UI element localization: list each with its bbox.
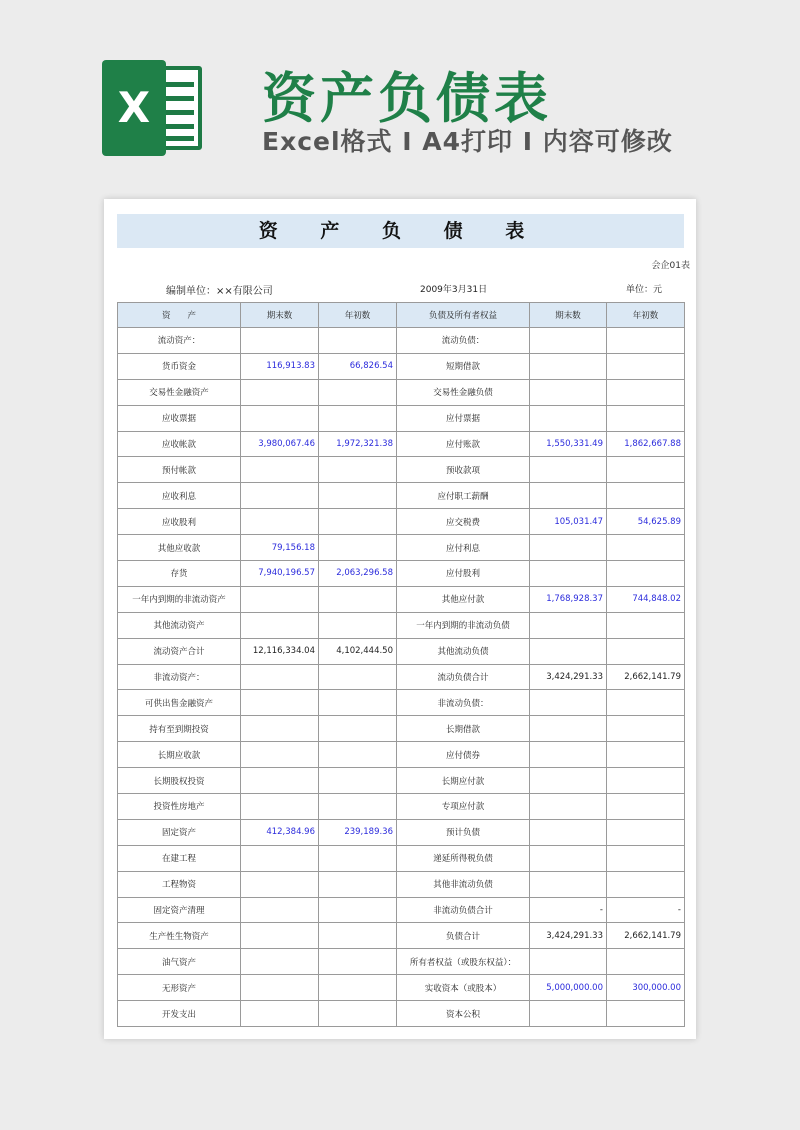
liability-name[interactable]: 一年内到期的非流动负债 [397,612,530,638]
liability-begin-value[interactable] [607,353,685,379]
liability-begin-value[interactable] [607,483,685,509]
asset-name[interactable]: 投资性房地产 [118,794,241,820]
asset-name[interactable]: 长期应收款 [118,742,241,768]
liability-begin-value[interactable] [607,871,685,897]
asset-begin-value[interactable] [319,768,397,794]
liability-end-value[interactable] [530,535,607,561]
reporting-unit: 编制单位：××有限公司 [166,286,273,297]
asset-name[interactable]: 非流动资产： [118,664,241,690]
liability-name[interactable]: 交易性金融负债 [397,379,530,405]
asset-name[interactable]: 交易性金融资产 [118,379,241,405]
liability-end-value[interactable] [530,716,607,742]
liability-end-value[interactable] [530,1001,607,1027]
liability-name[interactable]: 预计负债 [397,819,530,845]
liability-end-value[interactable] [530,768,607,794]
asset-end-value[interactable] [241,768,319,794]
liability-end-value[interactable] [530,949,607,975]
asset-name[interactable]: 应收票据 [118,405,241,431]
liability-name[interactable]: 应付票据 [397,405,530,431]
liability-name[interactable]: 预收款项 [397,457,530,483]
banner-subtitle: Excel格式 I A4打印 I 内容可修改 [262,127,673,156]
liability-begin-value[interactable] [607,535,685,561]
header-liabilities-begin: 年初数 [607,303,685,328]
liability-end-value[interactable] [530,638,607,664]
table-row [118,535,685,561]
table-row [118,768,685,794]
asset-end-value[interactable] [241,612,319,638]
liability-end-value[interactable]: 3,424,291.33 [530,923,607,949]
asset-name[interactable]: 其他流动资产 [118,612,241,638]
asset-begin-value[interactable] [319,794,397,820]
table-row [118,819,685,845]
liability-end-value[interactable]: 1,768,928.37 [530,586,607,612]
liability-end-value[interactable] [530,845,607,871]
liability-end-value[interactable]: 105,031.47 [530,509,607,535]
asset-begin-value[interactable] [319,845,397,871]
report-date: 2009年3月31日 [420,285,488,295]
asset-name[interactable]: 货币资金 [118,353,241,379]
asset-end-value[interactable] [241,897,319,923]
asset-name[interactable]: 持有至到期投资 [118,716,241,742]
liability-name[interactable]: 流动负债： [397,328,530,354]
asset-begin-value[interactable]: 1,972,321.38 [319,431,397,457]
asset-begin-value[interactable] [319,923,397,949]
table-row [118,845,685,871]
asset-begin-value[interactable] [319,457,397,483]
asset-end-value[interactable]: 116,913.83 [241,353,319,379]
currency-unit: 单位：元 [626,285,663,295]
liability-end-value[interactable]: - [530,897,607,923]
liability-begin-value[interactable] [607,845,685,871]
asset-name[interactable]: 长期股权投资 [118,768,241,794]
asset-name[interactable]: 流动资产合计 [118,638,241,664]
asset-end-value[interactable] [241,871,319,897]
liability-name[interactable]: 负债合计 [397,923,530,949]
table-row [118,664,685,690]
asset-begin-value[interactable] [319,1001,397,1027]
asset-begin-value[interactable] [319,871,397,897]
liability-end-value[interactable] [530,405,607,431]
liability-end-value[interactable] [530,819,607,845]
liability-begin-value[interactable] [607,405,685,431]
balance-sheet-table [117,302,685,1027]
table-row [118,483,685,509]
liability-begin-value[interactable]: 2,662,141.79 [607,923,685,949]
liability-begin-value[interactable] [607,794,685,820]
liability-name[interactable]: 应交税费 [397,509,530,535]
asset-name[interactable]: 预付帐款 [118,457,241,483]
liability-end-value[interactable]: 1,550,331.49 [530,431,607,457]
asset-end-value[interactable] [241,742,319,768]
asset-end-value[interactable]: 3,980,067.46 [241,431,319,457]
table-row [118,871,685,897]
asset-begin-value[interactable] [319,612,397,638]
table-row [118,509,685,535]
liability-name[interactable]: 应付利息 [397,535,530,561]
table-row [118,431,685,457]
table-body [118,328,685,1027]
liability-begin-value[interactable] [607,612,685,638]
liability-name[interactable]: 其他应付款 [397,586,530,612]
banner-title: 资产负债表 [262,67,552,130]
asset-end-value[interactable] [241,664,319,690]
asset-name[interactable]: 在建工程 [118,845,241,871]
liability-begin-value[interactable] [607,457,685,483]
asset-begin-value[interactable]: 2,063,296.58 [319,561,397,587]
liability-name[interactable]: 流动负债合计 [397,664,530,690]
asset-end-value[interactable] [241,483,319,509]
table-row [118,949,685,975]
table-row [118,742,685,768]
asset-end-value[interactable] [241,975,319,1001]
table-row [118,457,685,483]
liability-begin-value[interactable] [607,1001,685,1027]
header-assets: 资 产 [118,303,241,328]
asset-name[interactable]: 一年内到期的非流动资产 [118,586,241,612]
asset-name[interactable]: 流动资产： [118,328,241,354]
liability-begin-value[interactable]: 1,862,667.88 [607,431,685,457]
asset-name[interactable]: 应收股利 [118,509,241,535]
table-row [118,794,685,820]
asset-begin-value[interactable] [319,328,397,354]
asset-begin-value[interactable] [319,897,397,923]
table-row [118,897,685,923]
liability-begin-value[interactable] [607,638,685,664]
liability-end-value[interactable] [530,742,607,768]
asset-begin-value[interactable]: 4,102,444.50 [319,638,397,664]
liability-name[interactable]: 应付债券 [397,742,530,768]
liability-end-value[interactable] [530,379,607,405]
asset-end-value[interactable] [241,845,319,871]
excel-logo-icon [102,60,202,156]
liability-end-value[interactable]: 5,000,000.00 [530,975,607,1001]
liability-end-value[interactable] [530,353,607,379]
asset-begin-value[interactable]: 239,189.36 [319,819,397,845]
asset-begin-value[interactable] [319,716,397,742]
liability-name[interactable]: 短期借款 [397,353,530,379]
liability-name[interactable]: 递延所得税负债 [397,845,530,871]
liability-begin-value[interactable] [607,561,685,587]
liability-begin-value[interactable]: - [607,897,685,923]
liability-begin-value[interactable]: 744,848.02 [607,586,685,612]
asset-end-value[interactable] [241,586,319,612]
header-liabilities-end: 期末数 [530,303,607,328]
excel-logo-letter: X [102,60,166,156]
liability-begin-value[interactable] [607,379,685,405]
header-assets-begin: 年初数 [319,303,397,328]
liability-end-value[interactable]: 3,424,291.33 [530,664,607,690]
asset-end-value[interactable] [241,379,319,405]
liability-begin-value[interactable] [607,716,685,742]
asset-name[interactable]: 固定资产 [118,819,241,845]
liability-end-value[interactable] [530,457,607,483]
asset-name[interactable]: 应收帐款 [118,431,241,457]
asset-end-value[interactable] [241,1001,319,1027]
table-row [118,716,685,742]
asset-name[interactable]: 固定资产清理 [118,897,241,923]
liability-end-value[interactable] [530,794,607,820]
liability-end-value[interactable] [530,328,607,354]
asset-begin-value[interactable] [319,405,397,431]
header-liabilities: 负债及所有者权益 [397,303,530,328]
asset-begin-value[interactable] [319,535,397,561]
liability-name[interactable]: 应付职工薪酬 [397,483,530,509]
liability-end-value[interactable] [530,483,607,509]
liability-name[interactable]: 应付账款 [397,431,530,457]
liability-begin-value[interactable] [607,819,685,845]
liability-name[interactable]: 资本公积 [397,1001,530,1027]
table-row [118,923,685,949]
asset-name[interactable]: 其他应收款 [118,535,241,561]
asset-begin-value[interactable] [319,690,397,716]
asset-begin-value[interactable] [319,483,397,509]
table-row [118,638,685,664]
liability-name[interactable]: 专项应付款 [397,794,530,820]
liability-name[interactable]: 非流动负债合计 [397,897,530,923]
asset-begin-value[interactable] [319,586,397,612]
liability-begin-value[interactable] [607,768,685,794]
liability-name[interactable]: 应付股利 [397,561,530,587]
liability-begin-value[interactable] [607,328,685,354]
liability-name[interactable]: 长期借款 [397,716,530,742]
asset-end-value[interactable] [241,457,319,483]
asset-begin-value[interactable] [319,975,397,1001]
asset-end-value[interactable] [241,405,319,431]
form-number: 会企01表 [651,261,690,271]
liability-name[interactable]: 非流动负债： [397,690,530,716]
asset-begin-value[interactable]: 66,826.54 [319,353,397,379]
asset-begin-value[interactable] [319,664,397,690]
asset-end-value[interactable] [241,716,319,742]
banner [0,0,800,195]
sheet-title: 资 产 负 债 表 [117,214,684,248]
asset-begin-value[interactable] [319,949,397,975]
asset-end-value[interactable] [241,690,319,716]
asset-end-value[interactable] [241,794,319,820]
liability-begin-value[interactable] [607,690,685,716]
liability-end-value[interactable] [530,690,607,716]
liability-end-value[interactable] [530,612,607,638]
table-row [118,612,685,638]
asset-end-value[interactable]: 79,156.18 [241,535,319,561]
liability-end-value[interactable] [530,871,607,897]
asset-end-value[interactable] [241,923,319,949]
table-row [118,975,685,1001]
header-assets-end: 期末数 [241,303,319,328]
table-row [118,328,685,354]
table-row [118,379,685,405]
asset-name[interactable]: 工程物资 [118,871,241,897]
asset-end-value[interactable] [241,949,319,975]
liability-name[interactable]: 长期应付款 [397,768,530,794]
asset-name[interactable]: 存货 [118,561,241,587]
asset-name[interactable]: 应收利息 [118,483,241,509]
table-row [118,353,685,379]
liability-begin-value[interactable] [607,742,685,768]
asset-name[interactable]: 无形资产 [118,975,241,1001]
asset-end-value[interactable] [241,509,319,535]
asset-end-value[interactable] [241,328,319,354]
asset-begin-value[interactable] [319,379,397,405]
liability-name[interactable]: 实收资本（或股本） [397,975,530,1001]
asset-name[interactable]: 油气资产 [118,949,241,975]
asset-end-value[interactable]: 7,940,196.57 [241,561,319,587]
liability-begin-value[interactable] [607,949,685,975]
table-row [118,405,685,431]
liability-begin-value[interactable]: 54,625.89 [607,509,685,535]
asset-name[interactable]: 可供出售金融资产 [118,690,241,716]
table-header-row [118,303,685,328]
liability-end-value[interactable] [530,561,607,587]
liability-name[interactable]: 其他流动负债 [397,638,530,664]
table-row [118,561,685,587]
table-row [118,586,685,612]
liability-begin-value[interactable]: 300,000.00 [607,975,685,1001]
asset-name[interactable]: 生产性生物资产 [118,923,241,949]
liability-begin-value[interactable]: 2,662,141.79 [607,664,685,690]
asset-begin-value[interactable] [319,509,397,535]
table-row [118,690,685,716]
table-row [118,1001,685,1027]
asset-begin-value[interactable] [319,742,397,768]
asset-name[interactable]: 开发支出 [118,1001,241,1027]
asset-end-value[interactable]: 12,116,334.04 [241,638,319,664]
liability-name[interactable]: 其他非流动负债 [397,871,530,897]
liability-name[interactable]: 所有者权益（或股东权益）： [397,949,530,975]
asset-end-value[interactable]: 412,384.96 [241,819,319,845]
